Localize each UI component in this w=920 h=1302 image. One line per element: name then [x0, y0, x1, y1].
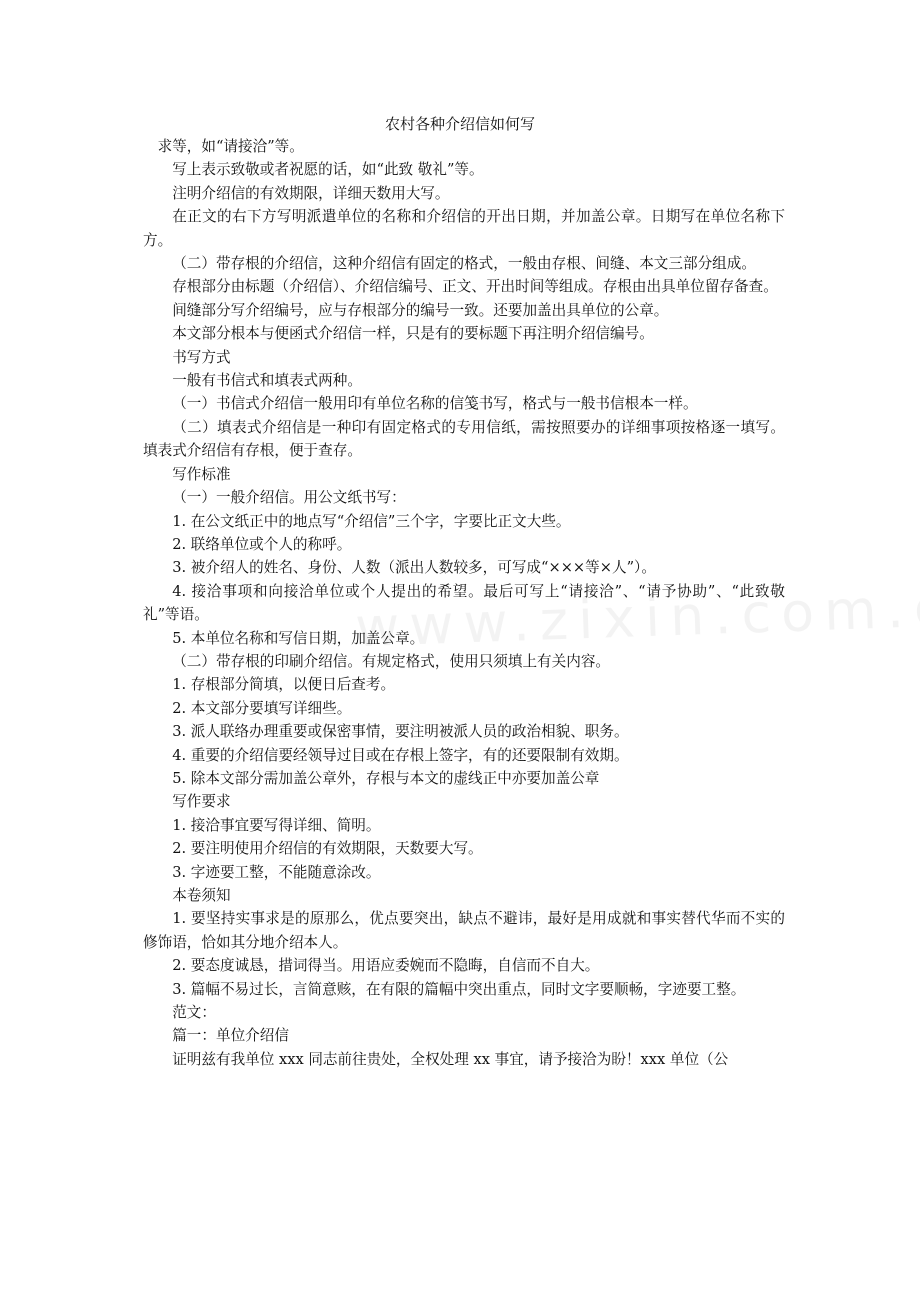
- paragraph: 范文：: [172, 1004, 216, 1022]
- paragraph: 3. 被介绍人的姓名、身份、人数（派出人数较多，可写成“×××等×人”）。: [172, 559, 656, 577]
- paragraph: 注明介绍信的有效期限，详细天数用大写。: [172, 184, 450, 202]
- document-title: 农村各种介绍信如何写: [384, 115, 535, 133]
- paragraph: 2. 本文部分要填写详细些。: [172, 699, 352, 717]
- document-body: [143, 135, 785, 1071]
- paragraph: 3. 字迹要工整，不能随意涂改。: [172, 863, 381, 881]
- paragraph: 1. 接洽事宜要写得详细、简明。: [172, 816, 381, 834]
- paragraph: （二）带存根的介绍信，这种介绍信有固定的格式，一般由存根、间缝、本文三部分组成。: [172, 255, 756, 273]
- paragraph: 证明兹有我单位 xxx 同志前往贵处，全权处理 xx 事宜，请予接洽为盼！xxx 单位（公: [172, 1050, 729, 1068]
- paragraph: 2. 要态度诚恳，措词得当。用语应委婉而不隐晦，自信而不自大。: [172, 957, 600, 975]
- paragraph: （一）书信式介绍信一般用印有单位名称的信笺书写，格式与一般书信根本一样。: [172, 395, 698, 413]
- paragraph: 求等，如“请接洽”等。: [157, 138, 304, 155]
- paragraph: 写作标准: [172, 465, 231, 483]
- paragraph: 间缝部分写介绍编号，应与存根部分的编号一致。还要加盖出具单位的公章。: [172, 301, 669, 319]
- paragraph: 在正文的右下方写明派遣单位的名称和介绍信的开出日期，并加盖公章。日期写在单位名称下方。: [143, 208, 785, 249]
- paragraph: 一般有书信式和填表式两种。: [172, 372, 362, 390]
- paragraph: 1. 要坚持实事求是的原那么，优点要突出，缺点不避讳，最好是用成就和事实替代华而不实的修饰语，恰如其分地介绍本人。: [143, 910, 785, 951]
- paragraph: 4. 重要的介绍信要经领导过目或在存根上签字，有的还要限制有效期。: [172, 746, 629, 764]
- paragraph: 2. 联络单位或个人的称呼。: [172, 535, 352, 553]
- paragraph: 写上表示致敬或者祝愿的话，如“此致 敬礼”等。: [172, 161, 484, 179]
- paragraph: 2. 要注明使用介绍信的有效期限，天数要大写。: [172, 840, 483, 858]
- paragraph: 5. 除本文部分需加盖公章外，存根与本文的虚线正中亦要加盖公章: [172, 769, 600, 787]
- paragraph: 4. 接洽事项和向接洽单位或个人提出的希望。最后可写上“请接洽”、“请予协助”、“此致敬礼”等语。: [143, 582, 785, 624]
- paragraph: 书写方式: [172, 348, 231, 366]
- paragraph: （一）一般介绍信。用公文纸书写：: [172, 489, 406, 507]
- paragraph: 3. 篇幅不易过长，言简意赅，在有限的篇幅中突出重点，同时文字要顺畅，字迹要工整。: [172, 980, 746, 998]
- paragraph: 篇一：单位介绍信: [172, 1027, 289, 1045]
- paragraph: （二）填表式介绍信是一种印有固定格式的专用信纸，需按照要办的详细事项按格逐一填写。填表式介绍信有存根，便于查存。: [143, 418, 785, 460]
- paragraph: 本文部分根本与便函式介绍信一样，只是有的要标题下再注明介绍信编号。: [172, 325, 654, 343]
- paragraph: 1. 存根部分简填，以便日后查考。: [172, 676, 396, 694]
- paragraph: 3. 派人联络办理重要或保密事情，要注明被派人员的政治相貌、职务。: [172, 723, 629, 741]
- paragraph: 写作要求: [172, 793, 231, 811]
- paragraph: 存根部分由标题（介绍信）、介绍信编号、正文、开出时间等组成。存根由出具单位留存备查。: [172, 278, 778, 296]
- paragraph: （二）带存根的印刷介绍信。有规定格式，使用只须填上有关内容。: [172, 652, 611, 670]
- paragraph: 5. 本单位名称和写信日期，加盖公章。: [172, 629, 425, 647]
- paragraph: 本卷须知: [172, 887, 231, 904]
- paragraph: 1. 在公文纸正中的地点写“介绍信”三个字，字要比正文大些。: [172, 512, 571, 530]
